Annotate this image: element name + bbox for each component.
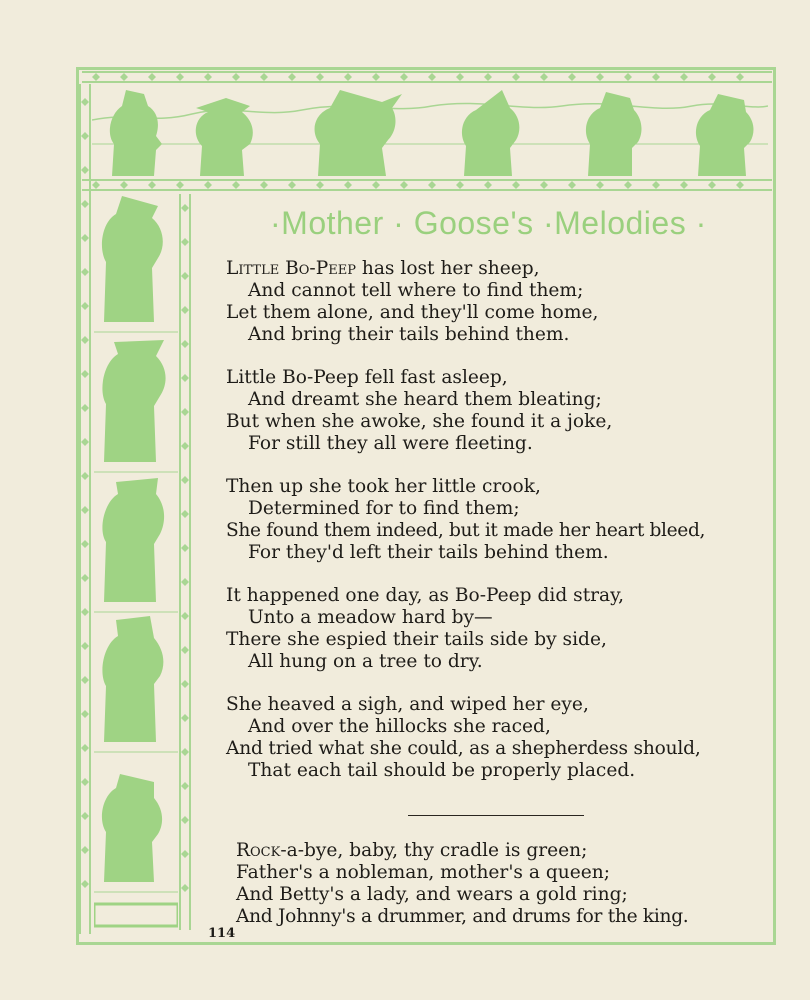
poem-line: She found them indeed, but it made her heart bleed, — [226, 520, 706, 541]
poem-line: And Betty's a lady, and wears a gold ring; — [236, 884, 628, 905]
poem-line: But when she awoke, she found it a joke, — [226, 411, 613, 432]
silhouette-column-left — [94, 192, 178, 932]
diamond-column-left — [78, 84, 92, 934]
poem-line: For still they all were fleeting. — [248, 433, 533, 454]
stanza — [226, 476, 776, 564]
poem-line: There she espied their tails side by side, — [226, 629, 607, 650]
poem-line: And over the hillocks she raced, — [248, 716, 551, 737]
poem-line: She heaved a sigh, and wiped her eye, — [226, 694, 589, 715]
silhouette-band-top — [92, 84, 768, 176]
diamond-row-middle — [82, 178, 772, 192]
poem-line: Unto a meadow hard by— — [248, 607, 493, 628]
poem-rock-a-bye — [236, 840, 776, 949]
stanza — [226, 258, 776, 346]
poem-line: And cannot tell where to find them; — [248, 280, 584, 301]
poem-line: And bring their tails behind them. — [248, 324, 570, 345]
poem-line: It happened one day, as Bo-Peep did stray, — [226, 585, 625, 606]
diamond-row-top — [82, 70, 772, 84]
poem-line-text: -a-bye, baby, thy cradle is green; — [280, 840, 588, 861]
poem-line: Determined for to find them; — [248, 498, 520, 519]
drop-lead: Little Bo-Peep — [226, 258, 356, 279]
stanza — [226, 367, 776, 455]
poem-little-bo-peep — [226, 258, 776, 803]
poem-line — [236, 840, 776, 862]
stanza — [236, 840, 776, 928]
poem-line — [226, 258, 776, 280]
poem-line: Then up she took her little crook, — [226, 476, 541, 497]
page-number: 114 — [208, 926, 236, 941]
poem-line: And Johnny's a drummer, and drums for the king. — [236, 906, 689, 927]
poem-line: Let them alone, and they'll come home, — [226, 302, 599, 323]
stanza — [226, 694, 776, 782]
poem-line-text: has lost her sheep, — [355, 258, 540, 279]
stanza — [226, 585, 776, 673]
poem-line: For they'd left their tails behind them. — [248, 542, 609, 563]
poem-line: And tried what she could, as a shepherdess should, — [226, 738, 701, 759]
poem-line: Father's a nobleman, mother's a queen; — [236, 862, 611, 883]
page-title: ·Mother · Goose's ·Melodies · — [270, 205, 707, 241]
poem-line: That each tail should be properly placed. — [248, 760, 636, 781]
section-divider — [408, 815, 584, 816]
poem-line: All hung on a tree to dry. — [248, 651, 483, 672]
poem-line: And dreamt she heard them bleating; — [248, 389, 602, 410]
poem-line: Little Bo-Peep fell fast asleep, — [226, 367, 508, 388]
diamond-column-inner — [178, 194, 192, 930]
drop-lead: Rock — [236, 840, 281, 861]
